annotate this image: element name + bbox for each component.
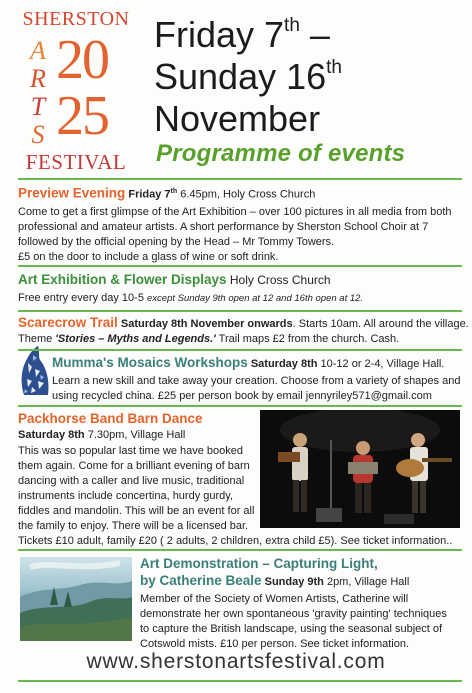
dates-start-day: Friday 7 <box>154 14 285 55</box>
barn-body-line: the family to enjoy. There will be a licensed bar. <box>18 520 249 532</box>
dates-end-day: Sunday 16 <box>154 56 327 97</box>
festival-dates <box>154 14 464 140</box>
preview-title: Preview Evening <box>18 185 126 201</box>
preview-date-sup: th <box>170 188 178 195</box>
scarecrow-info: . Starts 10am. All around the village. <box>292 318 469 330</box>
preview-body-line: Come to get a first glimpse of the Art Exhibition – over 100 pictures in all media from both <box>18 205 452 218</box>
logo-year-bottom: 25 <box>56 85 108 147</box>
demo-body-line: to capture the British landscape, using the seasonal subject of <box>140 623 443 635</box>
section-divider <box>18 349 462 351</box>
dates-start-sup: th <box>284 15 300 36</box>
programme-heading: Programme of events <box>156 140 406 167</box>
barn-tickets: Tickets £10 adult, family £20 ( 2 adults, 2 children, extra child £5). See ticket information.. <box>18 535 453 547</box>
festival-logo <box>16 8 136 174</box>
footer-divider <box>18 680 462 682</box>
preview-body-line: professional and amateur artists. A short performance by Sherston School Choir at 7 <box>18 220 429 233</box>
barn-body-line: fiddles and mandolin. This will be an event for all <box>18 505 255 517</box>
exhibition-title: Art Exhibition & Flower Displays <box>18 272 227 287</box>
logo-arts-letter: R <box>30 64 46 93</box>
scarecrow-title: Scarecrow Trail <box>18 315 118 330</box>
section-divider <box>18 265 462 267</box>
logo-arts-vertical <box>24 36 52 154</box>
mosaics-time-place: 10-12 or 2-4, Village Hall. <box>317 358 445 370</box>
exhibition-place: Holy Cross Church <box>226 273 331 287</box>
dates-end-sup: th <box>326 57 343 78</box>
demo-title-line-2: by Catherine Beale <box>140 573 262 588</box>
catherine-beale-painting <box>20 557 132 641</box>
section-divider <box>18 178 462 180</box>
scarecrow-theme-label: Theme <box>18 333 56 345</box>
dates-line-3: November <box>154 98 321 139</box>
exhibition-note: except Sunday 9th open at 12 and 16th open at 12. <box>147 293 364 304</box>
demo-text <box>140 556 462 650</box>
dates-line-2 <box>154 56 464 98</box>
preview-body-line: followed by the official opening by the Head – Mr Tommy Towers. <box>18 235 335 248</box>
demo-body-line: Cotswold mists. £10 per person. See ticket information. <box>140 638 410 650</box>
barn-body-line: dancing with a caller and live music, traditional <box>18 475 245 487</box>
barn-time-place: 7.30pm, Village Hall <box>84 429 186 441</box>
logo-arts-letter: A <box>30 36 46 65</box>
preview-time-place: 6.45pm, Holy Cross Church <box>177 188 316 201</box>
mosaic-figure-icon <box>18 343 52 397</box>
logo-sherston: SHERSTON <box>22 8 130 30</box>
mosaics-body-line: Learn a new skill and take away your creation. Choose from a variety of shapes and <box>52 375 461 387</box>
logo-arts-letter: T <box>30 92 46 121</box>
dates-line-1 <box>154 14 464 56</box>
logo-festival: FESTIVAL <box>25 150 127 174</box>
barn-body-line: This was so popular last time we have booked <box>18 445 244 457</box>
section-divider <box>18 405 462 407</box>
demo-title-line-1: Art Demonstration – Capturing Light, <box>140 556 378 571</box>
dates-dash: – <box>299 14 330 55</box>
mosaics-body-line: using recycled china. £25 per person book by email jennyriley571@gmail.com <box>52 390 432 402</box>
section-preview-evening <box>18 178 462 263</box>
section-mosaics-workshops <box>52 349 462 405</box>
preview-body-line: £5 on the door to include a glass of wine or soft drink. <box>18 250 279 263</box>
demo-body-line: demonstrate her own spontaneous 'gravity painting' techniques <box>140 608 447 620</box>
section-divider <box>18 549 462 551</box>
scarecrow-date: Saturday 8th November onwards <box>117 318 293 330</box>
scarecrow-theme: 'Stories – Myths and Legends.' <box>55 333 216 345</box>
section-divider <box>18 310 462 312</box>
demo-body-line: Member of the Society of Women Artists, Catherine will <box>140 593 409 605</box>
demo-date: Sunday 9th <box>261 576 324 588</box>
section-art-exhibition <box>18 265 462 307</box>
barn-body-line: instruments include concertina, hurdy gurdy, <box>18 490 234 502</box>
logo-arts-letter: S <box>31 120 45 149</box>
exhibition-hours: Free entry every day 10-5 <box>18 292 148 304</box>
barn-body-line: them again. Come for a brilliant evening of barn <box>18 460 250 472</box>
mosaics-date: Saturday 8th <box>247 358 318 370</box>
preview-date: Friday 7 <box>128 188 171 201</box>
mosaics-title: Mumma's Mosaics Workshops <box>52 355 248 370</box>
logo-year-top: 20 <box>56 29 108 91</box>
band-photo <box>260 410 460 528</box>
demo-time-place: 2pm, Village Hall <box>323 576 410 588</box>
website-link[interactable]: www.sherstonartsfestival.com <box>86 650 386 673</box>
scarecrow-maps: Trail maps £2 from the church. Cash. <box>215 333 400 345</box>
section-scarecrow-trail <box>18 310 469 346</box>
barn-title: Packhorse Band Barn Dance <box>18 411 203 426</box>
barn-date: Saturday 8th <box>18 429 85 441</box>
